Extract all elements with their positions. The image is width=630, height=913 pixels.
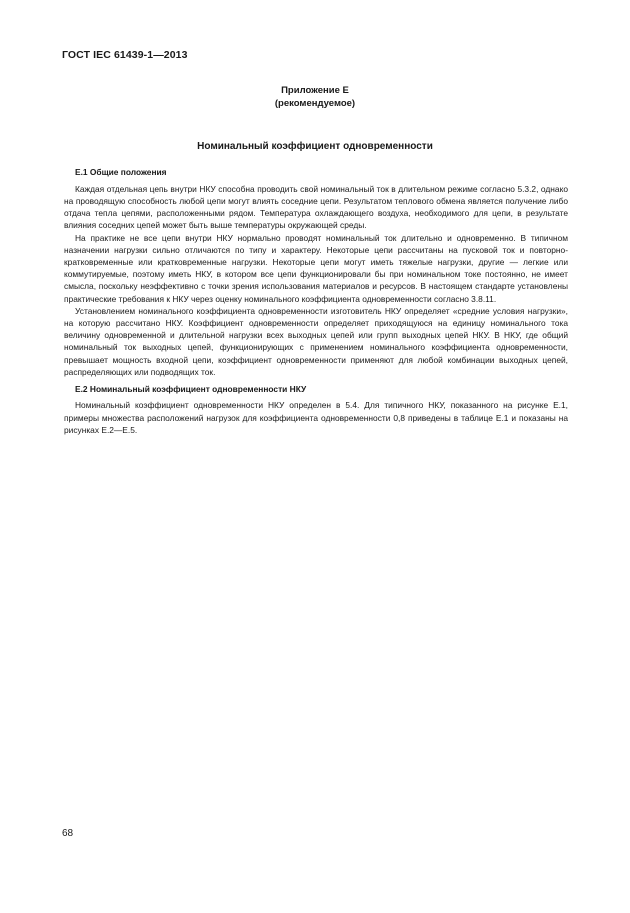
page-number: 68 <box>62 828 74 839</box>
document-code-header: ГОСТ IEC 61439-1—2013 <box>62 49 188 61</box>
document-body <box>64 166 568 441</box>
paragraph: Номинальный коэффициент одновременности НКУ определен в 5.4. Для типичного НКУ, показанного на рисунке Е.1, примеры множества расположений нагрузок для коэффициента одновременности 0,8 приведены в таблице Е.1 и показаны на рисунках Е.2—Е.5. <box>64 400 568 435</box>
appendix-title: Приложение Е <box>281 85 349 96</box>
paragraph: Каждая отдельная цепь внутри НКУ способна проводить свой номинальный ток в длительном режиме согласно 5.3.2, однако на проводящую способность любой цепи могут влиять соседние цепи. Результатом теплового обмена является получение либо отдача тепла цепями, расположенными рядом. Температура охлаждающего воздуха, необходимого для цепи, в результате влияния соседних цепей может быть выше температуры окружающей среды. <box>64 183 568 231</box>
section-heading: Е.2 Номинальный коэффициент одновременности НКУ <box>75 383 307 394</box>
paragraph: Установлением номинального коэффициента одновременности изготовитель НКУ определяет «средние условия нагрузки», на которую рассчитано НКУ. Коэффициент одновременности определяет приходящуюся на единицу номинального тока величину одновременной и длительной нагрузки всех выходных цепей или групп выходных цепей НКУ. В НКУ, где общий номинальный ток выходных цепей, функционирующих с применением номинального коэффициента одновременности, превышает мощность входной цепи, коэффициент одновременности применяют для любой комбинации выходных цепей, распределяющих или подводящих ток. <box>64 305 568 377</box>
appendix-heading <box>0 84 630 110</box>
section-e2 <box>64 383 568 436</box>
section-e1 <box>64 166 568 378</box>
section-heading: Е.1 Общие положения <box>75 167 167 177</box>
page-title: Номинальный коэффициент одновременности <box>197 141 433 152</box>
paragraph: На практике не все цепи внутри НКУ нормально проводят номинальный ток длительно и одновременно. В типичном назначении нагрузки сильно отличаются по типу и характеру. Некоторые цепи рассчитаны на пусковой ток и повторно-кратковременные или кратковременные нагрузки. Некоторые цепи могут иметь тяжелые нагрузки, другие — легкие или коммутируемые, поэтому иметь НКУ, в котором все цепи функционировали бы при номинальном токе постоянно, не имеет смысла, поскольку неэффективно с точки зрения использования материалов и ресурсов. В настоящем стандарте установлены практические требования к НКУ через оценку номинального коэффициента одновременности согласно 3.8.11. <box>64 232 568 304</box>
appendix-status: (рекомендуемое) <box>274 98 356 109</box>
